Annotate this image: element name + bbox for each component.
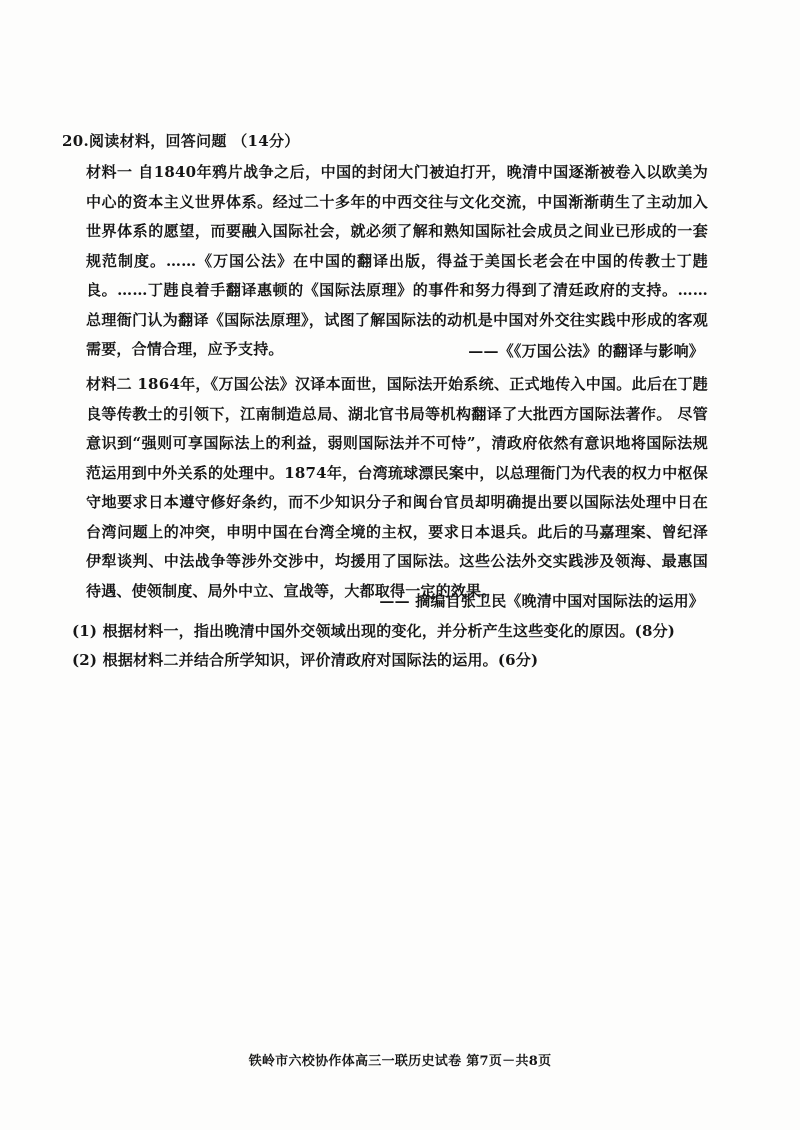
question-title: 20.阅读材料，回答问题 （14分）: [62, 132, 300, 150]
sub-question-2: (2) 根据材料二并结合所学知识，评价清政府对国际法的运用。(6分): [72, 651, 539, 669]
page-footer: 铁岭市六校协作体高三一联历史试卷 第7页－共8页: [248, 1054, 552, 1069]
material-two-source: —— 摘编自张卫民《晚清中国对国际法的运用》: [379, 592, 704, 610]
material-one-paragraph: 材料一 自1840年鸦片战争之后，中国的封闭大门被迫打开，晚清中国逐渐被卷入以欧美为中心的资本主义世界体系。经过二十多年的中西交往与文化交流，中国渐渐萌生了主动加入世界体系的愿望，而要融入国际社会，就必须了解和熟知国际社会成员之间业已形成的一套规范制度。……《万国公法》在中国的翻译出版，得益于美国长老会在中国的传教士丁韪良。……丁韪良着手翻译惠顿的《国际法原理》的事件和努力得到了清廷政府的支持。……总理衙门认为翻译《国际法原理》，试图了解国际法的动机是中国对外交往实践中形成的客观需要，合情合理，应予支持。: [86, 163, 708, 358]
material-one-source: ——《《万国公法》的翻译与影响》: [468, 342, 704, 360]
material-two-paragraph: 材料二 1864年，《万国公法》汉译本面世，国际法开始系统、正式地传入中国。此后在丁韪良等传教士的引领下，江南制造总局、湖北官书局等机构翻译了大批西方国际法著作。 尽管意识到“强则可享国际法上的利益，弱则国际法并不可恃”，清政府依然有意识地将国际法规范运用到中外关系的处理中。1874年，台湾琉球漂民案中，以总理衙门为代表的权力中枢保守地要求日本遵守修好条约，而不少知识分子和闽台官员却明确提出要以国际法处理中日在台湾问题上的冲突，申明中国在台湾全境的主权，要求日本退兵。此后的马嘉理案、曾纪泽伊犁谈判、中法战争等涉外交涉中，均援用了国际法。这些公法外交实践涉及领海、最惠国待遇、使领制度、局外中立、宣战等，大都取得一定的效果。: [86, 375, 708, 600]
sub-question-1: (1) 根据材料一，指出晚清中国外交领域出现的变化，并分析产生这些变化的原因。(8分): [72, 622, 676, 640]
